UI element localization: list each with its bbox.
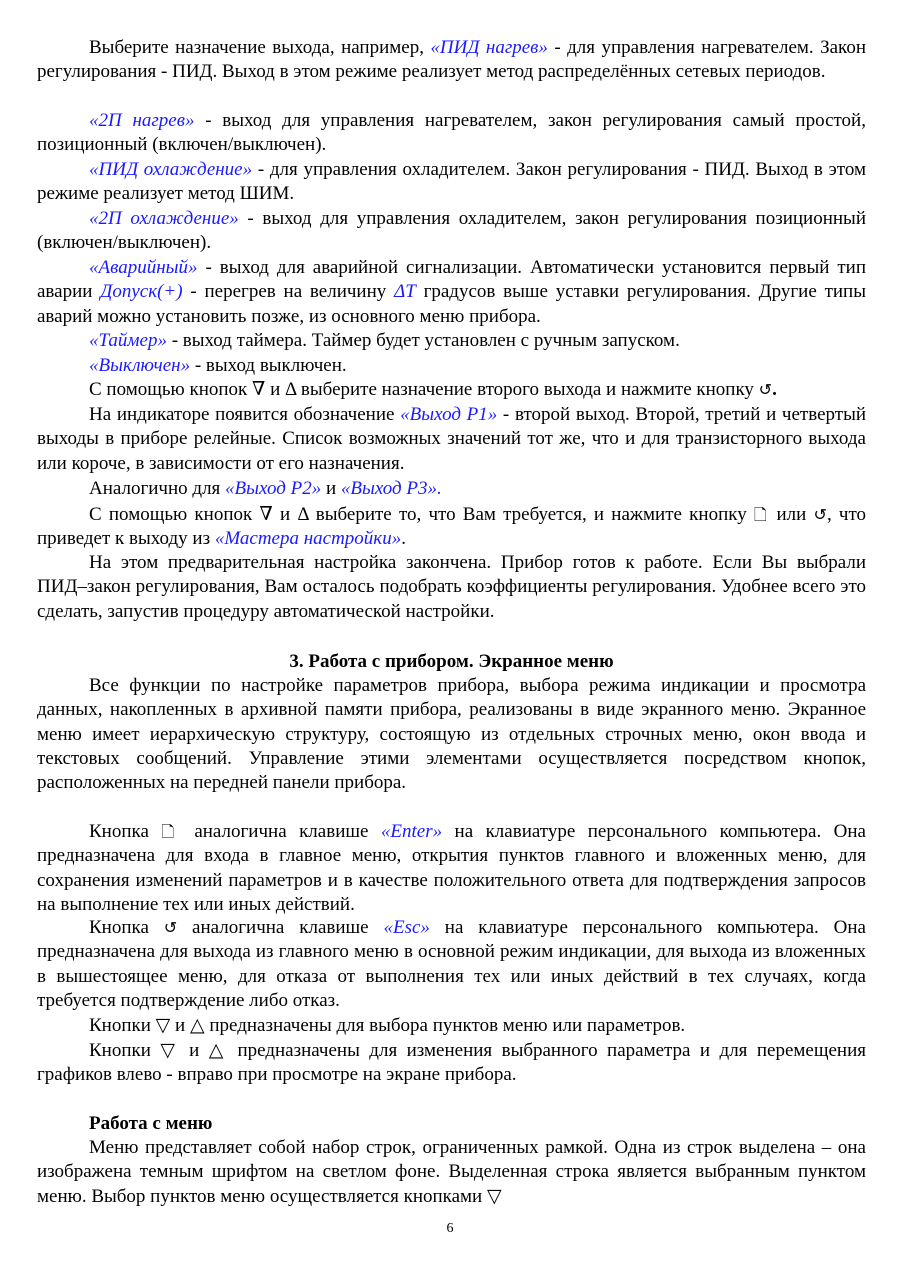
term-off: «Выключен» [89,355,191,376]
text: - выход для аварийной сигнализации. Автоматически установится первый тип аварии [37,257,866,303]
text: градусов выше уставки регулирования. Другие типы аварий можно установить позже, из основного меню прибора. [37,281,866,327]
up-triangle-icon: △ [208,1040,229,1061]
text: , что приведет к выходу из [37,504,867,550]
up-triangle-icon: Δ [297,504,309,525]
text: - выход для управления охладителем, закон регулирования позиционный (включен/выключен). [37,208,866,254]
down-triangle-icon: ▽ [160,1040,180,1061]
text: предназначены для изменения выбранного параметра и для перемещения графиков влево - вправо при просмотре на экране прибора. [37,1040,866,1086]
text: . [772,379,777,400]
text: выберите назначение второго выхода и нажмите кнопку [296,379,759,400]
down-triangle-icon: ∇ [252,379,266,400]
text: аналогична клавише [177,917,384,938]
text: и [179,1040,209,1061]
text: Меню представляет собой набор строк, ограниченных рамкой. Одна из строк выделена – она изображена темным шрифтом на светлом фоне. Выделенная строка является выбранным пунктом меню. Выбор пунктов меню осуществляется кнопками [37,1137,866,1207]
text: Аналогично для [89,478,226,499]
term-2p-heating: «2П нагрев» [89,110,195,131]
text: На индикаторе появится обозначение [89,404,401,425]
paragraph-output-p1 [37,403,866,476]
esc-icon: ↺ [163,918,178,937]
paragraph-alarm [37,256,866,329]
esc-icon: ↺ [813,505,827,524]
paragraph-screen-menu [37,674,866,795]
text: предназначены для выбора пунктов меню или параметров. [204,1015,686,1036]
text: выберите то, что Вам требуется, и нажмите кнопку [308,504,754,525]
term-alarm: «Аварийный» [89,257,198,278]
section-heading: 3. Работа с прибором. Экранное меню [289,651,614,672]
text: аналогична клавише [181,821,381,842]
down-triangle-icon: ▽ [486,1185,502,1207]
paragraph-2p-heating [37,109,866,158]
term-tolerance: Допуск(+) [100,281,183,303]
term-output-p3: «Выход Р3». [340,478,442,499]
text: С помощью кнопок [89,379,253,400]
down-triangle-icon: ∇ [259,504,273,525]
text: - второй выход. Второй, третий и четвертый выходы в приборе релейные. Список возможных значений тот же, что и для транзисторного выхода или короче, в зависимости от его назначения. [37,404,867,474]
paragraph-2p-cooling [37,207,866,256]
term-output-p1: «Выход Р1» [400,404,498,425]
text: на клавиатуре персонального компьютера. Она предназначена для входа в главное меню, открытия пунктов главного и вложенных меню, для сохранения изменений параметров и в качестве положительного ответа для подтверждения запросов на выполнение тех или иных действий. [37,821,866,915]
text: на клавиатуре персонального компьютера. Она предназначена для выхода из главного меню в основной режим индикации, для выхода из вложенных в вышестоящее меню, для отказа от выполнения тех или иных действий в тех случаях, когда требуется подтверждение либо отказ. [37,917,866,1011]
down-triangle-icon: ▽ [155,1015,171,1036]
text: - перегрев на величину [182,281,395,303]
paragraph-select-second-output [37,378,866,402]
text: и [321,478,341,499]
paragraph-menu-description [37,1136,866,1209]
text: Все функции по настройке параметров прибора, выбора режима индикации и просмотра данных, накопленных в архивной памяти прибора, реализованы в виде экранного меню. Экранное меню имеет иерархическую структуру, состоящую из отдельных строчных меню, окон ввода и текстовых сообщений. Управление этими элементами осуществляется посредством кнопок, расположенных на передней панели прибора. [37,675,866,794]
text: или [769,504,814,525]
term-2p-cooling: «2П охлаждение» [89,208,239,229]
text: - выход выключен. [190,355,347,376]
term-setup-wizard: «Мастера настройки» [214,528,402,550]
term-esc: «Esc» [383,917,430,938]
text: и [170,1015,190,1036]
text: - для управления нагревателем. Закон регулирования - ПИД. Выход в этом режиме реализует метод распределённых сетевых периодов. [37,37,866,83]
paragraph-pid-heating [37,36,866,85]
paragraph-arrow-buttons-change [37,1039,866,1088]
paragraph-arrow-buttons-select [37,1014,866,1038]
text: С помощью кнопок [89,504,260,525]
paragraph-off [37,354,866,378]
paragraph-timer [37,329,866,353]
paragraph-setup-done [37,551,866,624]
text: На этом предварительная настройка закончена. Прибор готов к работе. Если Вы выбрали ПИД–закон регулирования, Вам осталось подобрать коэффициенты регулирования. Удобнее всего это сделать, запустив процедуру автоматической настройки. [37,552,866,622]
text: Кнопки [89,1015,156,1036]
up-triangle-icon: △ [189,1015,205,1036]
enter-icon: 🗋 [753,505,770,524]
text: и [272,504,298,525]
text: Кнопка [89,917,164,938]
term-timer: «Таймер» [89,330,167,351]
term-output-p2: «Выход Р2» [225,478,322,499]
esc-icon: ↺ [758,380,773,399]
text: Выберите назначение выхода, например, [89,37,431,58]
term-enter: «Enter» [380,821,443,842]
up-triangle-icon: Δ [285,379,297,400]
paragraph-similarly [37,477,866,501]
page-number: 6 [446,1221,454,1236]
subsection-heading: Работа с меню [89,1113,213,1134]
enter-icon: 🗋 [161,822,182,841]
paragraph-exit-wizard [37,503,866,552]
text: и [265,379,285,400]
text: - для управления охладителем. Закон регулирования - ПИД. Выход в этом режиме реализует метод ШИМ. [37,159,866,205]
text: Кнопка [89,821,162,842]
text: . [401,528,406,550]
term-delta-t: ΔT [394,281,416,303]
text: Кнопки [89,1040,161,1061]
paragraph-pid-cooling [37,158,866,207]
text: - выход для управления нагревателем, закон регулирования самый простой, позиционный (включен/выключен). [37,110,866,156]
paragraph-esc-button [37,916,866,1013]
text: - выход таймера. Таймер будет установлен с ручным запуском. [166,330,680,351]
paragraph-enter-button [37,820,866,917]
term-pid-heating: «ПИД нагрев» [430,37,548,58]
term-pid-cooling: «ПИД охлаждение» [89,159,253,180]
